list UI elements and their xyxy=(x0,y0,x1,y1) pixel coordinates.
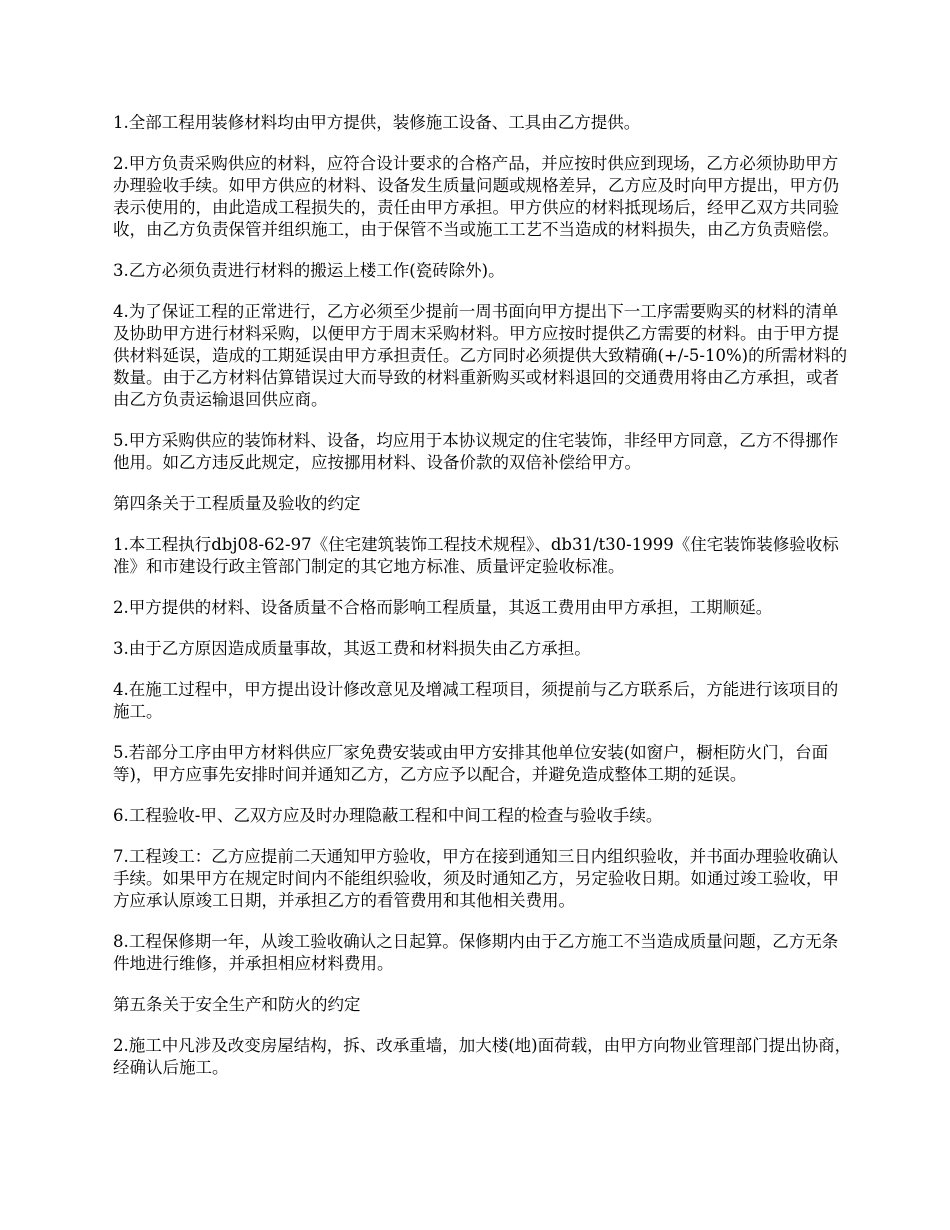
paragraph-material-usage: 5.甲方采购供应的装饰材料、设备，均应用于本协议规定的住宅装饰，非经甲方同意，乙方不得挪作他用。如乙方违反此规定，应按挪用材料、设备价款的双倍补偿给甲方。 xyxy=(113,431,839,472)
paragraph-quality-accident: 3.由于乙方原因造成质量事故，其返工费和材料损失由乙方承担。 xyxy=(113,639,591,658)
paragraph-material-purchase-schedule: 4.为了保证工程的正常进行，乙方必须至少提前一周书面向甲方提出下一工序需要购买的材料的清单及协助甲方进行材料采购，以便甲方于周末采购材料。甲方应按时提供乙方需要的材料。由于甲方提供材料延误，造成的工期延误由甲方承担责任。乙方同时必须提供大致精确(+/-5-10%)的所需材料的数量。由于乙方材料估算错误过大而导致的材料重新购买或材料退回的交通费用将由乙方承担，或者由乙方负责运输退回供应商。 xyxy=(113,302,848,409)
paragraph-structural-changes: 2.施工中凡涉及改变房屋结构，拆、改承重墙，加大楼(地)面荷载，由甲方向物业管理部门提出协商，经确认后施工。 xyxy=(113,1036,852,1077)
paragraph-warranty: 8.工程保修期一年，从竣工验收确认之日起算。保修期内由于乙方施工不当造成质量问题，乙方无条件地进行维修，并承担相应材料费用。 xyxy=(113,932,839,973)
paragraph-material-transport: 3.乙方必须负责进行材料的搬运上楼工作(瓷砖除外)。 xyxy=(113,261,505,280)
paragraph-defective-materials: 2.甲方提供的材料、设备质量不合格而影响工程质量，其返工费用由甲方承担，工期顺延。 xyxy=(113,598,773,617)
section-heading-article-5: 第五条关于安全生产和防火的约定 xyxy=(113,995,361,1014)
paragraph-materials-supply: 1.全部工程用装修材料均由甲方提供，装修施工设备、工具由乙方提供。 xyxy=(113,113,641,132)
paragraph-third-party-installation: 5.若部分工序由甲方材料供应厂家免费安装或由甲方安排其他单位安装(如窗户，橱柜防火门，台面等)，甲方应事先安排时间并通知乙方，乙方应予以配合，并避免造成整体工期的延误。 xyxy=(113,743,829,784)
paragraph-standards: 1.本工程执行dbj08-62-97《住宅建筑装饰工程技术规程》、db31/t30-1999《住宅装饰装修验收标准》和市建设行政主管部门制定的其它地方标准、质量评定验收标准。 xyxy=(113,535,839,576)
section-heading-article-4: 第四条关于工程质量及验收的约定 xyxy=(113,494,361,513)
paragraph-completion: 7.工程竣工：乙方应提前二天通知甲方验收，甲方在接到通知三日内组织验收，并书面办理验收确认手续。如果甲方在规定时间内不能组织验收，须及时通知乙方，另定验收日期。如通过竣工验收，甲方应承认原竣工日期，并承担乙方的看管费用和其他相关费用。 xyxy=(113,847,839,910)
document-page xyxy=(113,112,853,1098)
paragraph-inspection: 6.工程验收-甲、乙双方应及时办理隐蔽工程和中间工程的检查与验收手续。 xyxy=(113,806,663,825)
paragraph-material-quality: 2.甲方负责采购供应的材料，应符合设计要求的合格产品，并应按时供应到现场，乙方必须协助甲方办理验收手续。如甲方供应的材料、设备发生质量问题或规格差异，乙方应及时向甲方提出，甲方仍表示使用的，由此造成工程损失的，责任由甲方承担。甲方供应的材料抵现场后，经甲乙双方共同验收，由乙方负责保管并组织施工，由于保管不当或施工工艺不当造成的材料损失，由乙方负责赔偿。 xyxy=(113,154,839,239)
paragraph-design-changes: 4.在施工过程中，甲方提出设计修改意见及增减工程项目，须提前与乙方联系后，方能进行该项目的施工。 xyxy=(113,680,839,721)
